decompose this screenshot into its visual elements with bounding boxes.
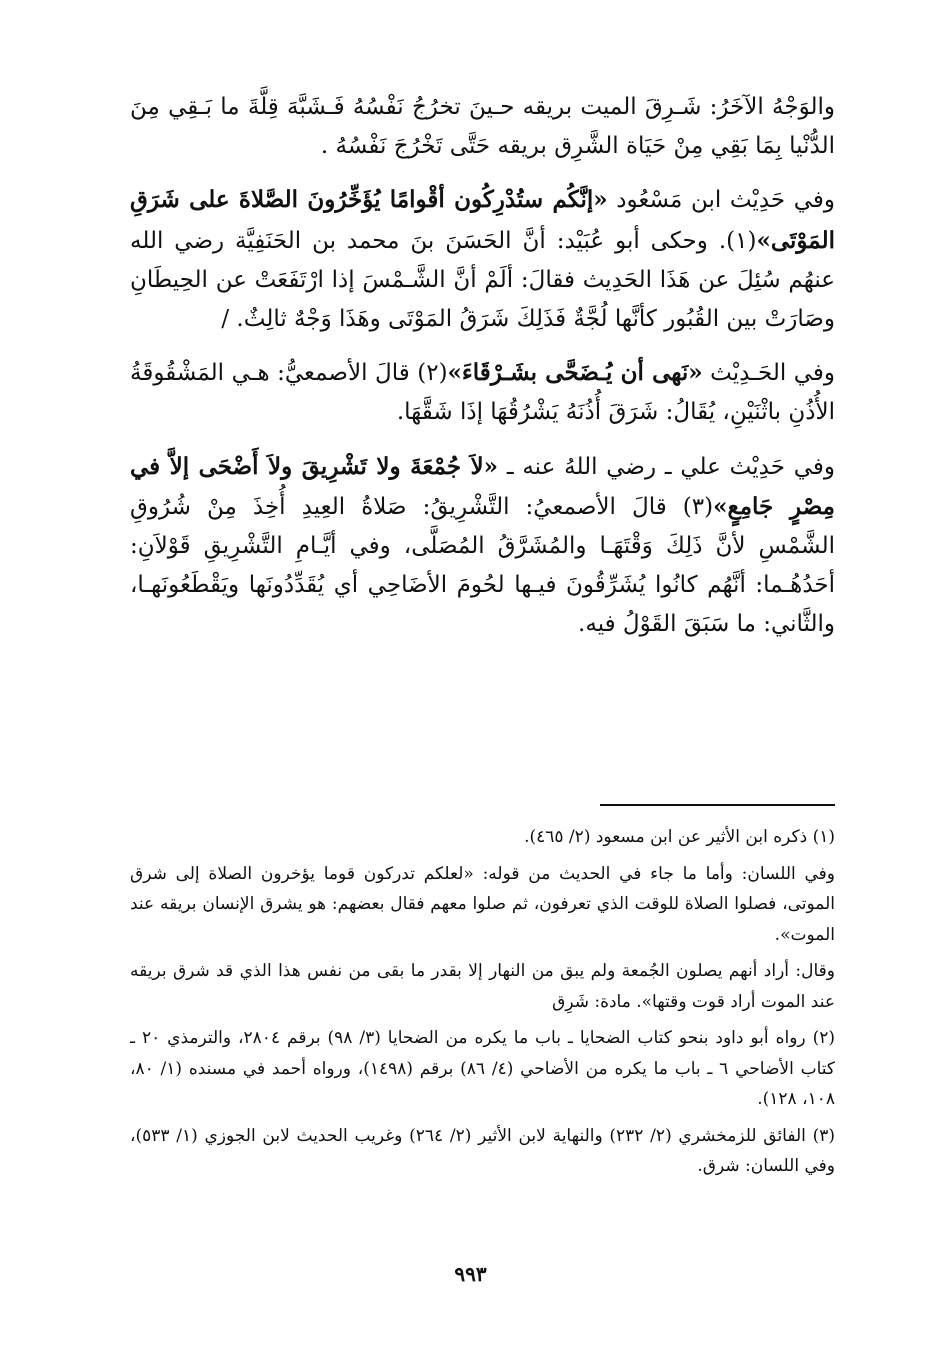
paragraph-4-rest: قالَ الأصمعيُ: التَّشْرِيقُ: صَلاةُ العِيدِ أُخِذَ مِنْ شُرُوقِ الشَّمْسِ لأنَّ ذَلِكَ وَقْتَهَـا والمُشَرَّقُ المُصَلَّى، وفي أيَّـامِ التَّشْرِيقِ قَوْلاَنِ: أحَدُهُـما: أنَّهُم كانُوا يُشَرِّقُونَ فيـها لحُومَ الأضَاحِي أي يُقَدِّدُونَها ويَقْطَعُونَهـا، والثَّاني: ما سَبَقَ القَوْلُ فيه. <box>130 493 835 638</box>
footnotes <box>130 822 835 1188</box>
paragraph-2-rest: . وحكى أبو عُبَيْد: أنَّ الحَسَنَ بنَ محمد بن الحَنَفِيَّة رضي الله عنهُم سُئِلَ عن هَذَا الحَدِيث فقالَ: ألَمْ أنَّ الشَّـمْسَ إذا ارْتَفَعَتْ عن الحِيطَانِ وصَارَتْ بين القُبُور كأنَّها لُجَّةٌ فَذَلِكَ شَرَقُ المَوْتَى وهَذَا وَجْهٌ ثالِثٌ. / <box>130 227 835 333</box>
footnote-ref-1: (١) <box>726 227 757 254</box>
footnote-divider <box>600 804 835 806</box>
page-number: ٩٩٣ <box>454 1262 487 1286</box>
footnote-1: (١) ذكره ابن الأثير عن ابن مسعود (٢/ ٤٦٥). <box>524 827 835 847</box>
paragraph-4-lead: وفي حَدِيْث علي ـ رضي اللهُ عنه ـ <box>498 453 835 480</box>
paragraph-1 <box>130 88 835 166</box>
paragraph-4 <box>130 447 835 645</box>
footnote-ref-3: (٣) <box>682 493 714 520</box>
footnote-1-continuation-2: وقال: أراد أنهم يصلون الجُمعة ولم يبق من النهار إلا بقدر ما بقى من نفس هذا الذي قد شرق بريقه عند الموت أراد قوت وقتها». مادة: شَرِق <box>130 961 835 1012</box>
paragraph-1-text: والوَجْهُ الآخَرُ: شَـرِقَ الميت بريقه حـينَ تخرُجُ نَفْسُهُ فَـشَبَّهَ قِلَّةَ ما بَـقِي مِنَ الدُّنْيا بِمَا بَقِي مِنْ حَيَاة الشَّرِق بريقه حَتَّى تَخْرُجَ نَفْسُهُ . <box>130 94 835 160</box>
paragraph-2-lead: وفي حَدِيْث ابن مَسْعُود <box>607 187 835 214</box>
paragraph-3 <box>130 353 835 432</box>
footnote-3: (٣) الفائق للزمخشري (٢/ ٢٣٢) والنهاية لابن الأثير (٢/ ٢٦٤) وغريب الحديث لابن الجوزي (١/ ٥٣٣)، وفي اللسان: شرق. <box>130 1125 836 1176</box>
paragraph-3-lead: وفي الحَـدِيْث <box>702 360 835 387</box>
footnote-2: (٢) رواه أبو داود بنحو كتاب الضحايا ـ باب ما يكره من الضحايا (٣/ ٩٨) برقم ٢٨٠٤، والترمذي ٢٠ ـ كتاب الأضاحي ٦ ـ باب ما يكره من الأضاحي (٤/ ٨٦) برقم (١٤٩٨)، ورواه أحمد في مسنده (١/ ٨٠، ١٠٨، ١٢٨). <box>130 1028 835 1109</box>
hadith-quote-1: «إنَّكُم ستُدْرِكُون أقْوامًا يُؤَخِّرُونَ الصَّلاةَ على شَرَقِ المَوْتَى» <box>130 186 835 254</box>
hadith-quote-3: «لاَ جُمْعَةَ ولا تَشْرِيقَ ولاَ أَضْحَى إلاَّ في مِصْرٍ جَامِعٍ» <box>130 452 835 520</box>
paragraph-2 <box>130 180 835 339</box>
footnote-1-continuation: وفي اللسان: وأما ما جاء في الحديث من قوله: «لعلكم تدركون قوما يؤخرون الصلاة إلى شرق الموتى، فصلوا الصلاة للوقت الذي تعرفون، ثم صلوا معهم فقال بعضهم: هو يشرق الإنسان بريقه عند الموت». <box>130 863 835 945</box>
paragraph-3-rest: قالَ الأصمعيُّ: هـي المَشْقُوقَةُ الأُذُنِ باثْنَيْنِ، يُقَالُ: شَرَقَ أُذُنَهُ يَشْرُقُهَا إذَا شَقَّهَا. <box>130 360 835 426</box>
main-text <box>130 88 835 659</box>
footnote-ref-2: (٢) <box>417 360 448 387</box>
hadith-quote-2: «نَهى أن يُـضَحَّى بشَـرْقَاءَ» <box>447 359 703 387</box>
